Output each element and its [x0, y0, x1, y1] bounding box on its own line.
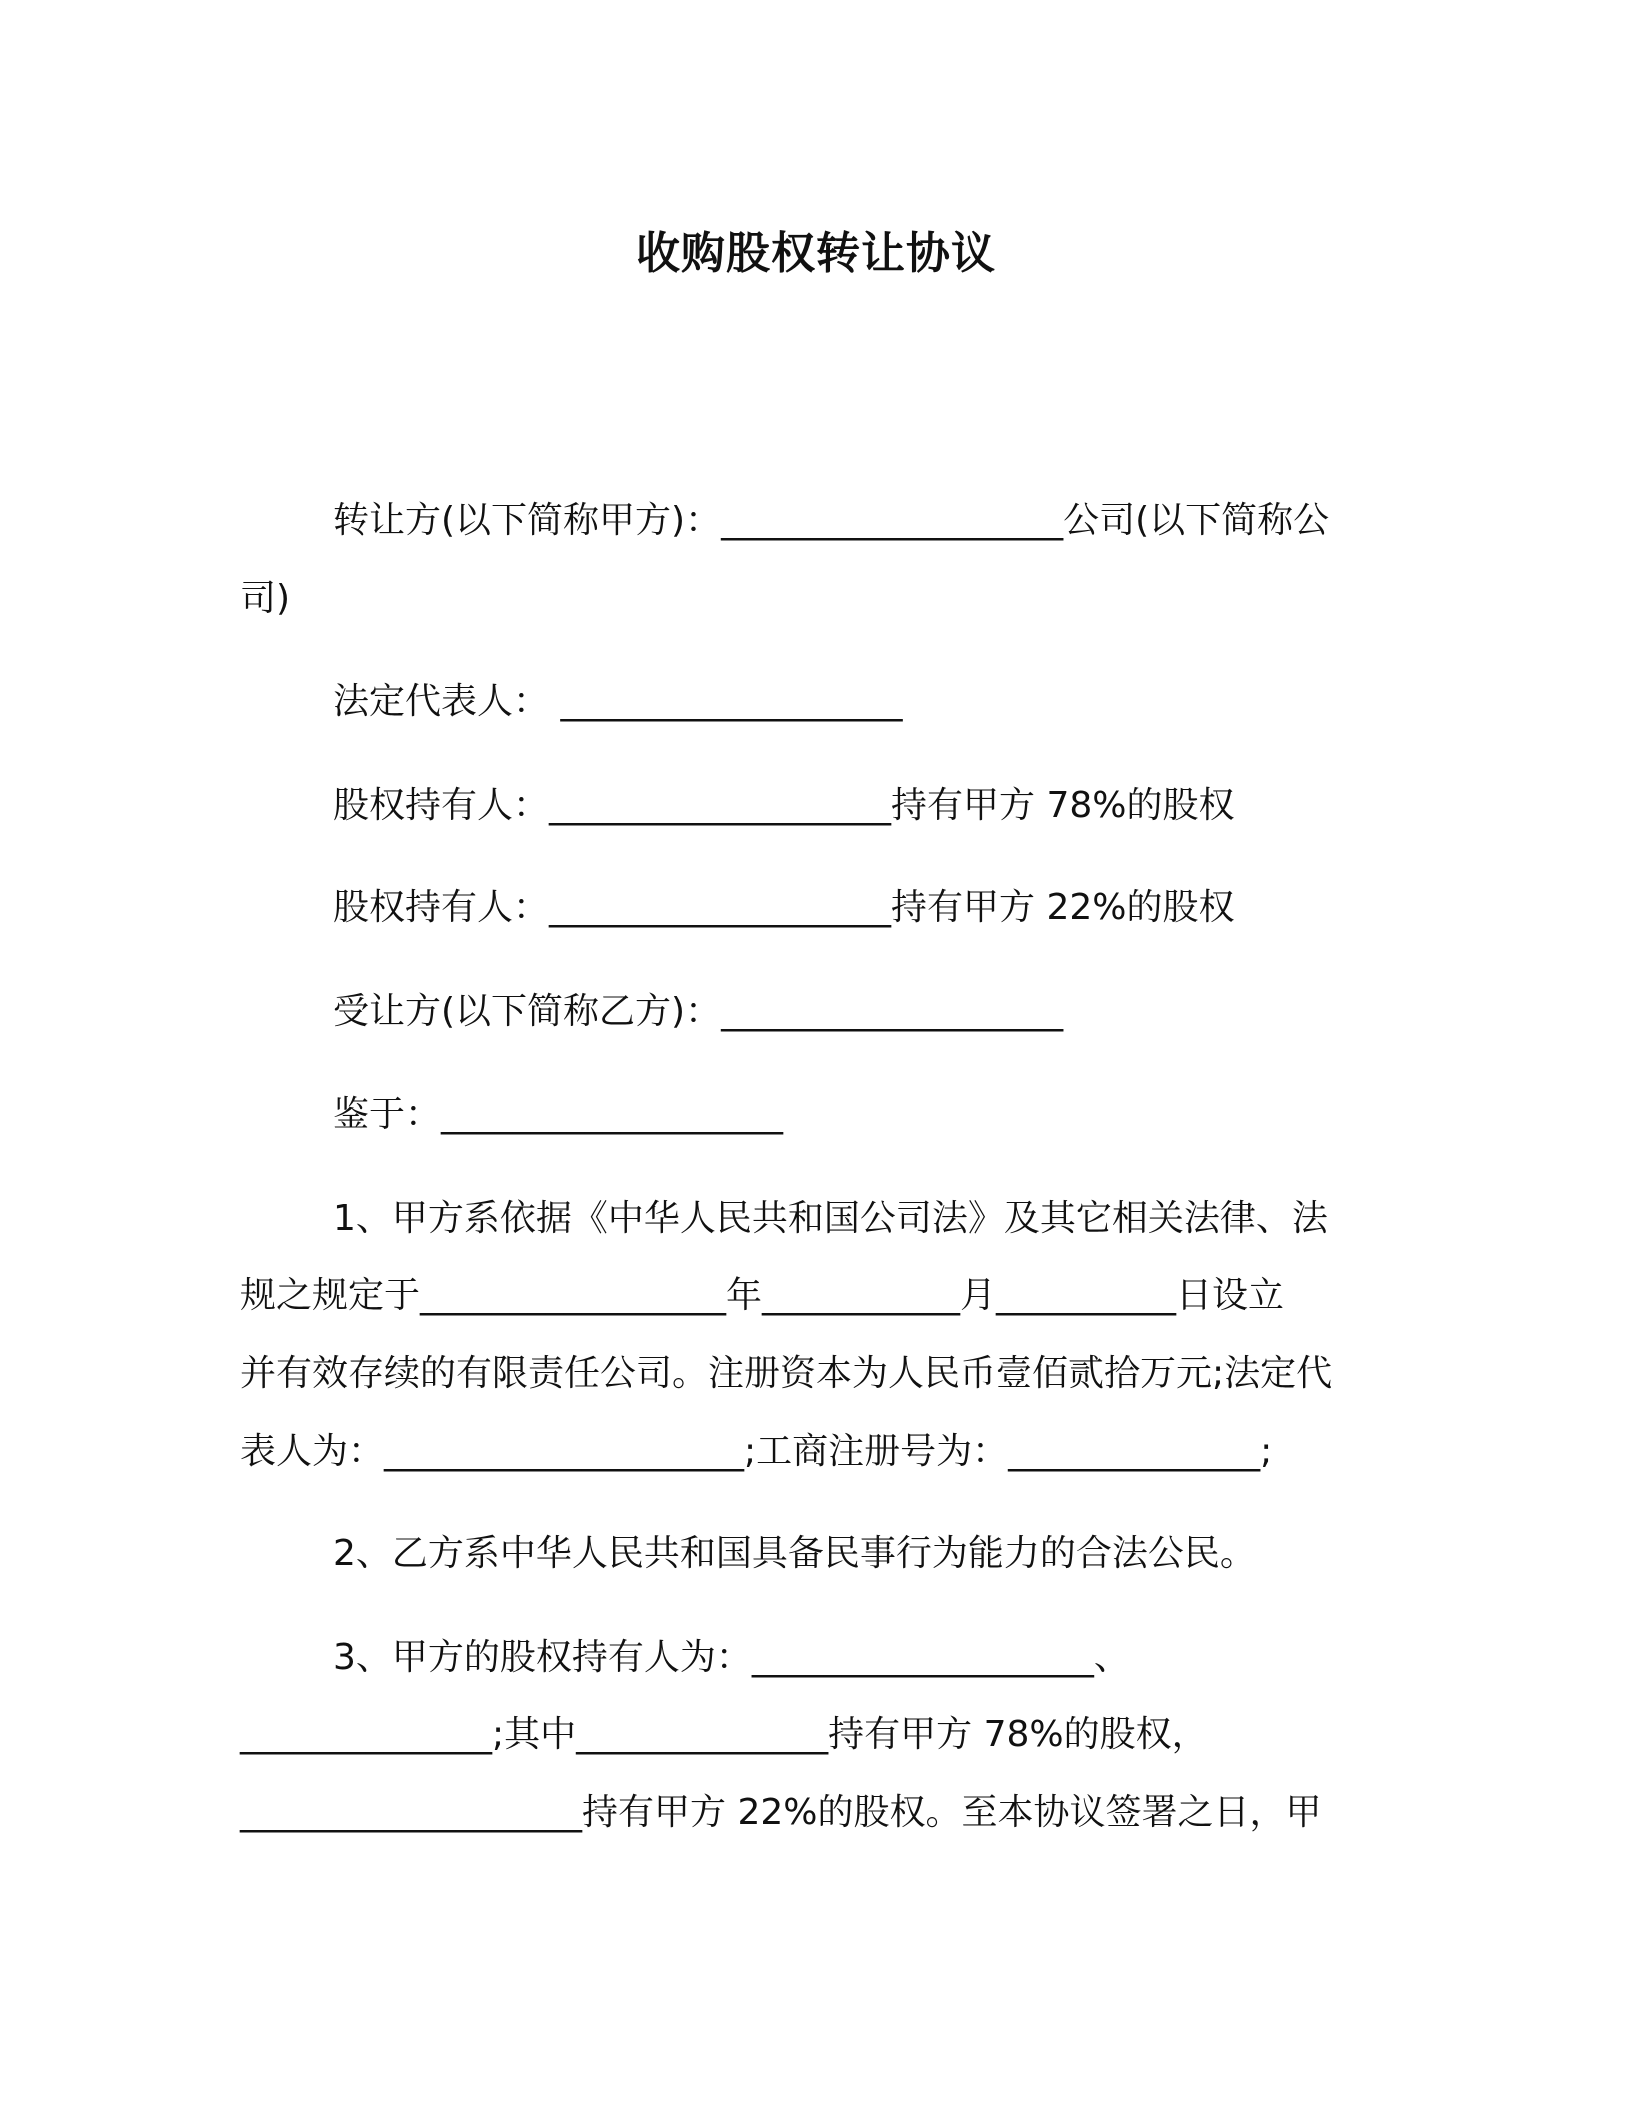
- paragraph-line-transferee: 受让方(以下简称乙方)：___________________: [333, 991, 1064, 1032]
- paragraph-line-clause3-1: 3、甲方的股权持有人为：___________________、: [333, 1637, 1130, 1678]
- paragraph-line-clause1-3: 并有效存续的有限责任公司。注册资本为人民币壹佰贰拾万元;法定代: [240, 1353, 1333, 1394]
- paragraph-line-transferor: 转让方(以下简称甲方)：___________________公司(以下简称公: [333, 500, 1330, 541]
- document-title: 收购股权转让协议: [636, 228, 996, 279]
- paragraph-line-clause1-2: 规之规定于_________________年___________月__________日设立: [240, 1275, 1285, 1316]
- paragraph-line-holder-22: 股权持有人：___________________持有甲方 22%的股权: [333, 887, 1235, 928]
- paragraph-line-transferor-cont: 司): [240, 578, 291, 619]
- paragraph-line-whereas: 鉴于：___________________: [333, 1094, 784, 1135]
- paragraph-line-clause3-3: ___________________持有甲方 22%的股权。至本协议签署之日，甲: [240, 1792, 1322, 1833]
- paragraph-line-clause2: 2、乙方系中华人民共和国具备民事行为能力的合法公民。: [333, 1533, 1256, 1574]
- paragraph-line-clause1-1: 1、甲方系依据《中华人民共和国公司法》及其它相关法律、法: [333, 1198, 1328, 1239]
- paragraph-line-legal-rep: 法定代表人： ___________________: [333, 681, 903, 722]
- paragraph-line-clause1-4: 表人为：____________________;工商注册号为：______________;: [240, 1431, 1273, 1472]
- paragraph-line-clause3-2: ______________;其中______________持有甲方 78%的股权，: [240, 1714, 1208, 1755]
- paragraph-line-holder-78: 股权持有人：___________________持有甲方 78%的股权: [333, 785, 1235, 826]
